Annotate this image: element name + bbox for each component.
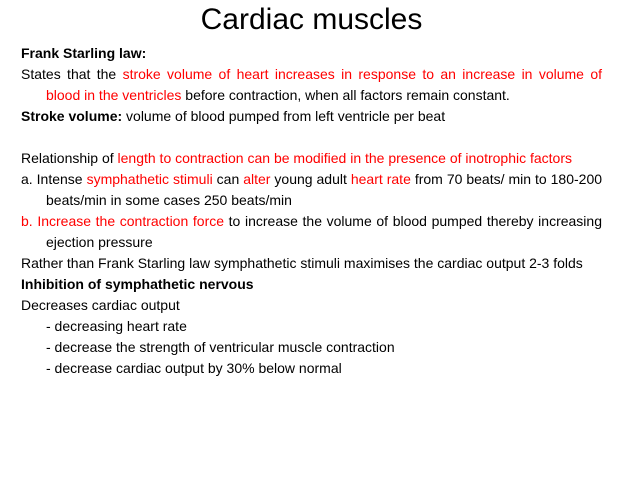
- item-a-text-1: Intense: [32, 171, 87, 187]
- list-marker-a: a.: [21, 171, 33, 187]
- stroke-volume-label: Stroke volume:: [21, 108, 123, 124]
- stroke-volume-text: volume of blood pumped from left ventricle per beat: [122, 108, 446, 124]
- slide: [0, 2, 638, 478]
- spacer: [21, 127, 602, 148]
- definition-text-2: before contraction, when all factors remain constant.: [181, 87, 510, 103]
- slide-title: Cardiac muscles: [200, 3, 423, 36]
- definition-text-1: States that the: [21, 66, 123, 82]
- stroke-volume-definition: [21, 106, 602, 127]
- relationship-text: Relationship of: [21, 150, 118, 166]
- list-item-a: [21, 169, 602, 211]
- list-marker-b: b.: [21, 213, 33, 229]
- rather-paragraph: Rather than Frank Starling law symphathetic stimuli maximises the cardiac output 2-3 folds: [21, 255, 583, 271]
- inhibition-heading: Inhibition of symphathetic nervous: [21, 276, 254, 292]
- sub-item-cardiac-output: - decrease cardiac output by 30% below normal: [46, 360, 342, 376]
- frank-starling-definition: [21, 64, 602, 106]
- relationship-highlight: length to contraction can be modified in the presence of inotrophic factors: [117, 150, 573, 166]
- item-a-text-3: young adult: [270, 171, 351, 187]
- item-b-highlight: Increase the contraction force: [32, 213, 225, 229]
- item-a-highlight-1: symphathetic stimuli: [86, 171, 213, 187]
- definition-highlight: stroke volume of heart increases in response to an increase in volume of blood in the ventricles: [46, 66, 602, 103]
- sub-item-muscle-strength: - decrease the strength of ventricular muscle contraction: [46, 339, 395, 355]
- sub-item-heart-rate: - decreasing heart rate: [46, 318, 187, 334]
- relationship-paragraph: [21, 148, 602, 169]
- slide-body: [21, 43, 602, 379]
- list-item-b: [21, 211, 602, 253]
- item-a-highlight-3: heart rate: [350, 171, 411, 187]
- item-b-text: to increase the volume of blood pumped thereby increasing ejection pressure: [46, 213, 602, 250]
- item-a-highlight-2: alter: [243, 171, 271, 187]
- item-a-text-2: can: [212, 171, 244, 187]
- decreases-paragraph: Decreases cardiac output: [21, 297, 180, 313]
- frank-starling-heading: Frank Starling law:: [21, 45, 147, 61]
- item-a-text-4: from 70 beats/ min to 180-200 beats/min in some cases 250 beats/min: [46, 171, 603, 208]
